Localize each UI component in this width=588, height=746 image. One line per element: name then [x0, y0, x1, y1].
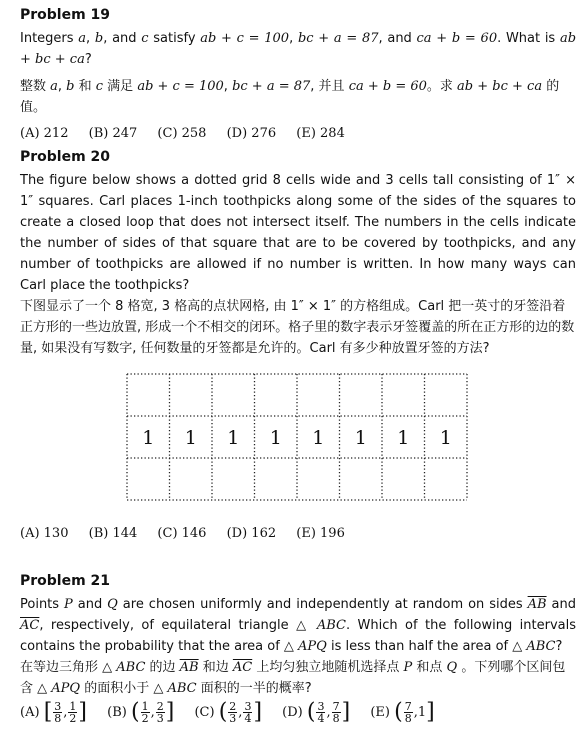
- problem-21-title: Problem 21: [20, 573, 111, 589]
- choice-c[interactable]: (C) 258: [157, 126, 207, 141]
- choice-b[interactable]: (B) ( $\frac{1}{2}$ , $\frac{2}{3}$ ]: [107, 699, 175, 725]
- problem-20-english: The figure below shows a dotted grid 8 cells wide and 3 cells tall consisting of 1″ × 1″ squares. Carl places 1-inch toothpicks along some of the sides of the squares to create a closed loop that does not intersect itself. The numbers in the cells indicate the number of sides of that square that are to be covered by toothpicks, and any number of toothpicks are allowed if no number is written. In how many ways can Carl place the toothpicks?: [20, 173, 576, 293]
- cell-number: 1: [142, 427, 155, 449]
- choice-d[interactable]: (D) 162: [226, 526, 277, 541]
- cell-number: 1: [354, 427, 367, 449]
- cell-number: 1: [227, 427, 240, 449]
- choice-c[interactable]: (C) 146: [157, 526, 207, 541]
- cell-number: 1: [439, 427, 452, 449]
- problem-21-english: Points P and Q are chosen uniformly and independently at random on sides $\overline{AB}$ and $\overline{AC}$, respectively, of equilateral triangle △ ABC. Which of the following intervals contains the probability that the area of △ APQ is less than half the area of △ ABC?: [20, 597, 576, 654]
- choice-a[interactable]: (A) 212: [20, 126, 69, 141]
- problem-19: [20, 6, 576, 144]
- choice-e[interactable]: (E) 196: [296, 526, 345, 541]
- problem-19-english: Integers a, b, and c satisfy ab + c = 100, bc + a = 87, and ca + b = 60. What is ab + bc + ca?: [20, 31, 577, 67]
- choice-d[interactable]: (D) ( $\frac{3}{4}$ , $\frac{7}{8}$ ]: [282, 699, 351, 725]
- problem-19-choices: [20, 124, 576, 144]
- choice-a[interactable]: (A) 130: [20, 526, 69, 541]
- problem-19-title: Problem 19: [20, 7, 111, 23]
- choice-e[interactable]: (E) ( $\frac{7}{8}$ ,1]: [370, 699, 435, 725]
- problem-19-chinese: 整数 a, b 和 c 满足 ab + c = 100, bc + a = 87, 并且 ca + b = 60。求 ab + bc + ca 的值。: [20, 79, 560, 115]
- choice-b[interactable]: (B) 247: [88, 126, 138, 141]
- problem-20-chinese: 下图显示了一个 8 格宽, 3 格高的点状网格, 由 1″ × 1″ 的方格组成。Carl 把一英寸的牙签沿着正方形的一些边放置, 形成一个不相交的闭环。格子里的数字表示牙签覆盖的所在正方形的边的数量, 如果没有写数字, 任何数量的牙签都是允许的。Carl 有多少种放置牙签的方法?: [20, 299, 575, 356]
- problem-20: [20, 148, 576, 359]
- problem-20-choices-wrap: [20, 518, 576, 544]
- cell-number: 1: [397, 427, 410, 449]
- choice-e[interactable]: (E) 284: [296, 126, 345, 141]
- problem-21-choices: [20, 701, 576, 724]
- choice-c[interactable]: (C) ( $\frac{2}{3}$ , $\frac{3}{4}$ ]: [194, 699, 263, 725]
- problem-20-choices: [20, 524, 576, 544]
- problem-21-chinese: 在等边三角形 △ ABC 的边 $\overline{AB}$ 和边 $\overline{AC}$ 上均匀独立地随机选择点 P 和点 Q 。下列哪个区间包含 △ APQ 的面积小于 △ ABC 面积的一半的概率?: [20, 660, 566, 696]
- cell-number: 1: [269, 427, 282, 449]
- choice-a[interactable]: (A) [ $\frac{3}{8}$ , $\frac{1}{2}$ ]: [20, 699, 88, 725]
- choice-b[interactable]: (B) 144: [88, 526, 138, 541]
- choice-d[interactable]: (D) 276: [226, 126, 277, 141]
- problem-21: [20, 572, 576, 724]
- cell-number: 1: [312, 427, 325, 449]
- dotted-grid-figure: [121, 370, 471, 504]
- problem-20-title: Problem 20: [20, 149, 111, 165]
- cell-number: 1: [184, 427, 197, 449]
